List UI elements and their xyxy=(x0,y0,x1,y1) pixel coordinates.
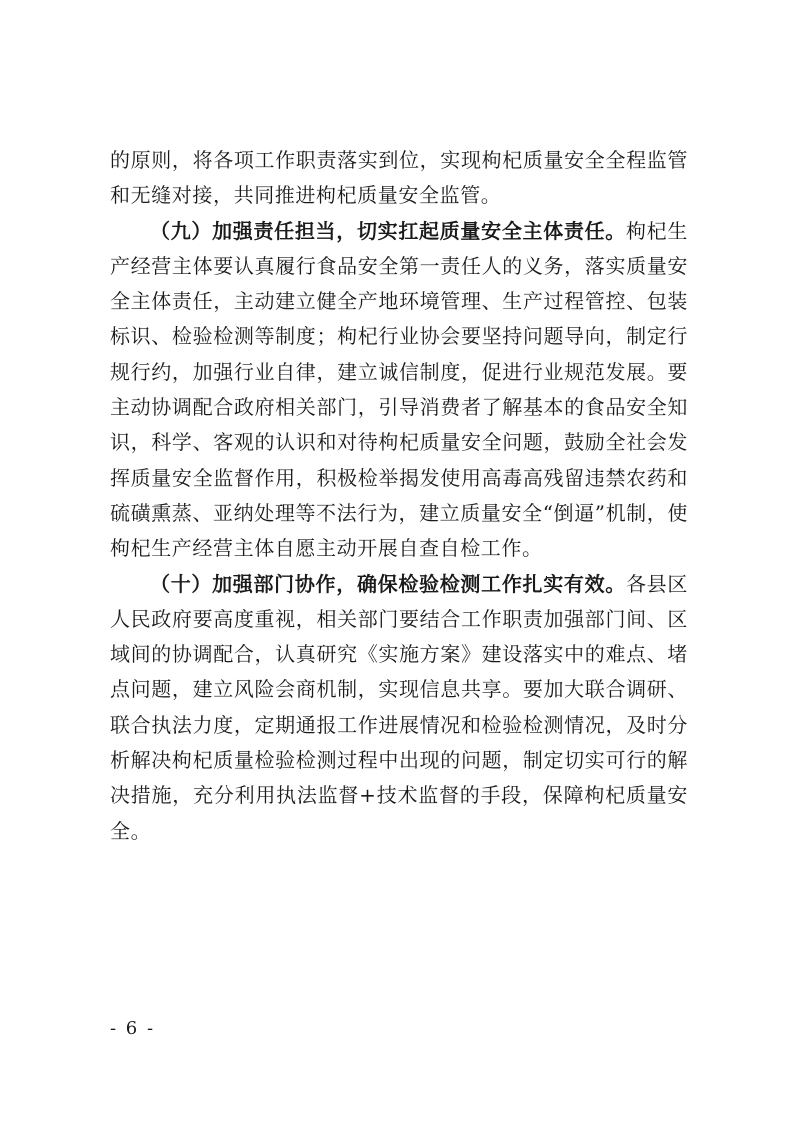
section-9-text: 枸杞生产经营主体要认真履行食品安全第一责任人的义务，落实质量安全主体责任，主动建立健全产地环境管理、生产过程管控、包装标识、检验检测等制度；枸杞行业协会要坚持问题导向，制定行规行约，加强行业自律，建立诚信制度，促进行业规范发展。要主动协调配合政府相关部门，引导消费者了解基本的食品安全知识，科学、客观的认识和对待枸杞质量安全问题，鼓励全社会发挥质量安全监督作用，积极检举揭发使用高毒高残留违禁农药和硫磺熏蒸、亚纳处理等不法行为，建立质量安全“倒逼”机制，使枸杞生产经营主体自愿主动开展自查自检工作。 xyxy=(110,218,688,561)
paragraph-section-9 xyxy=(110,214,688,567)
paragraph-section-10 xyxy=(110,567,688,849)
paragraph-continuation xyxy=(110,143,688,214)
section-9-heading: （九）加强责任担当，切实扛起质量安全主体责任。 xyxy=(150,218,626,243)
document-body xyxy=(110,143,688,849)
section-10-heading: （十）加强部门协作，确保检验检测工作扎实有效。 xyxy=(150,571,626,596)
section-10-text: 各县区人民政府要高度重视，相关部门要结合工作职责加强部门间、区域间的协调配合，认真研究《实施方案》建设落实中的难点、堵点问题，建立风险会商机制，实现信息共享。要加大联合调研、联合执法力度，定期通报工作进展情况和检验检测情况，及时分析解决枸杞质量检验检测过程中出现的问题，制定切实可行的解决措施，充分利用执法监督+技术监督的手段，保障枸杞质量安全。 xyxy=(110,571,688,843)
paragraph-text: 的原则，将各项工作职责落实到位，实现枸杞质量安全全程监管和无缝对接，共同推进枸杞质量安全监管。 xyxy=(110,148,688,208)
page-number: - 6 - xyxy=(110,1018,156,1039)
